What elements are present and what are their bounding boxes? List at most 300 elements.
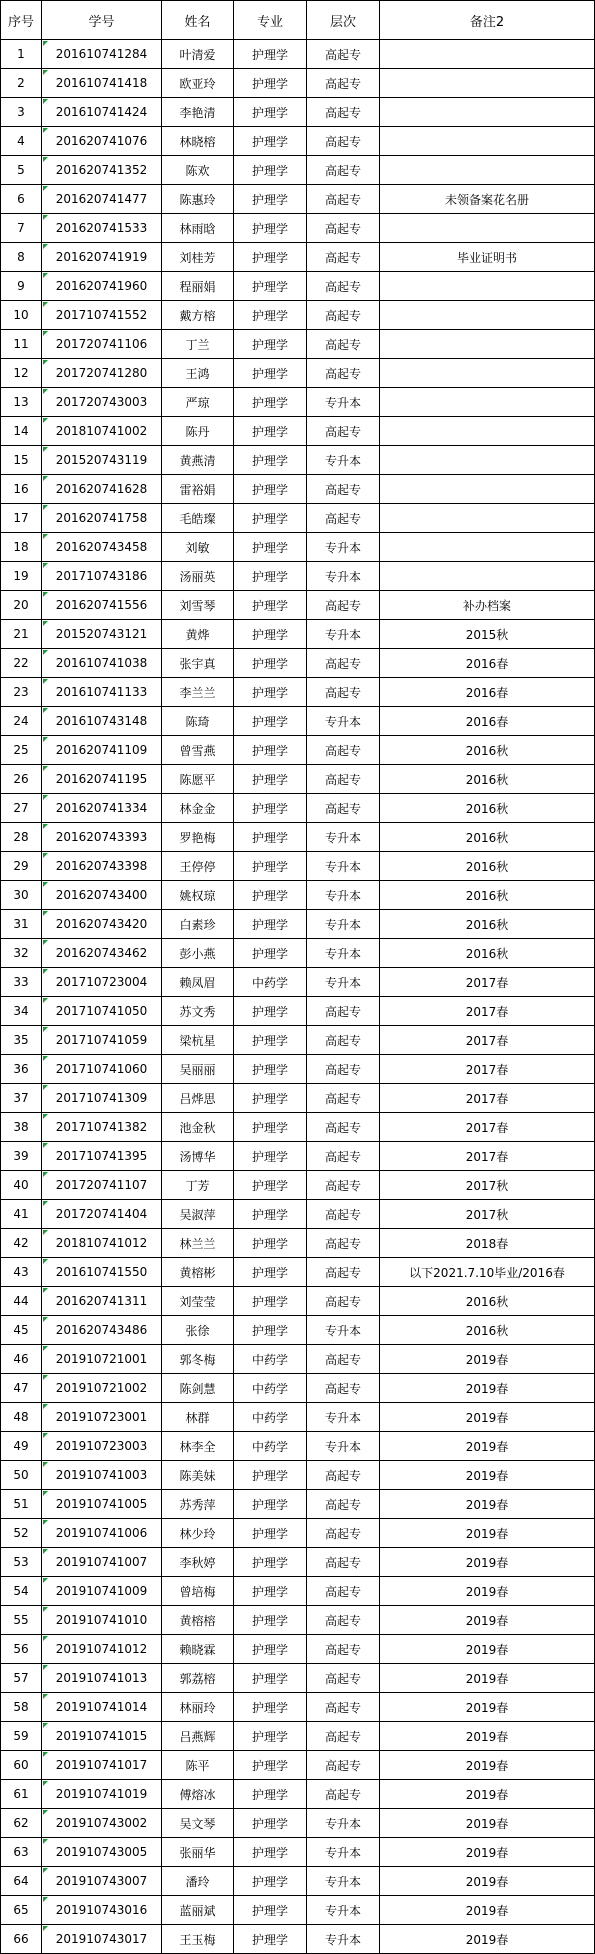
major-cell: 护理学 xyxy=(234,1838,307,1867)
level-cell: 高起专 xyxy=(307,417,380,446)
major-cell: 护理学 xyxy=(234,359,307,388)
level-cell: 高起专 xyxy=(307,1026,380,1055)
remark-cell: 2017秋 xyxy=(380,1200,595,1229)
major-cell: 护理学 xyxy=(234,1751,307,1780)
table-row xyxy=(1,1722,595,1751)
index-cell: 41 xyxy=(1,1200,42,1229)
index-cell: 34 xyxy=(1,997,42,1026)
table-row xyxy=(1,1577,595,1606)
level-cell: 专升本 xyxy=(307,1838,380,1867)
remark-cell xyxy=(380,359,595,388)
major-cell: 中药学 xyxy=(234,1345,307,1374)
remark-cell xyxy=(380,156,595,185)
student-id-cell: 201910741017 xyxy=(42,1751,162,1780)
table-row xyxy=(1,40,595,69)
table-row xyxy=(1,1084,595,1113)
level-cell: 高起专 xyxy=(307,301,380,330)
student-id-cell: 201620741533 xyxy=(42,214,162,243)
level-cell: 高起专 xyxy=(307,1664,380,1693)
index-cell: 6 xyxy=(1,185,42,214)
student-id-cell: 201910741007 xyxy=(42,1548,162,1577)
level-cell: 高起专 xyxy=(307,185,380,214)
major-cell: 护理学 xyxy=(234,98,307,127)
student-id-cell: 201910743017 xyxy=(42,1925,162,1954)
remark-cell xyxy=(380,533,595,562)
level-cell: 高起专 xyxy=(307,765,380,794)
name-cell: 林金金 xyxy=(162,794,234,823)
name-cell: 蓝丽斌 xyxy=(162,1896,234,1925)
remark-cell: 2019春 xyxy=(380,1403,595,1432)
student-id-cell: 201810741012 xyxy=(42,1229,162,1258)
name-cell: 陈剑慧 xyxy=(162,1374,234,1403)
table-row xyxy=(1,1229,595,1258)
table-row xyxy=(1,1113,595,1142)
level-cell: 高起专 xyxy=(307,98,380,127)
name-cell: 林李全 xyxy=(162,1432,234,1461)
remark-cell: 2016秋 xyxy=(380,939,595,968)
remark-cell: 2016秋 xyxy=(380,881,595,910)
level-cell: 高起专 xyxy=(307,1693,380,1722)
name-cell: 赖晓霖 xyxy=(162,1635,234,1664)
student-id-cell: 201910741006 xyxy=(42,1519,162,1548)
index-cell: 52 xyxy=(1,1519,42,1548)
table-row xyxy=(1,417,595,446)
name-cell: 陈愿平 xyxy=(162,765,234,794)
index-cell: 3 xyxy=(1,98,42,127)
student-id-cell: 201620743393 xyxy=(42,823,162,852)
index-cell: 43 xyxy=(1,1258,42,1287)
major-cell: 护理学 xyxy=(234,1258,307,1287)
major-cell: 护理学 xyxy=(234,1606,307,1635)
major-cell: 护理学 xyxy=(234,1896,307,1925)
major-cell: 护理学 xyxy=(234,1548,307,1577)
remark-cell: 毕业证明书 xyxy=(380,243,595,272)
student-id-cell: 201710741395 xyxy=(42,1142,162,1171)
level-cell: 高起专 xyxy=(307,591,380,620)
remark-cell: 2017春 xyxy=(380,1142,595,1171)
remark-cell xyxy=(380,214,595,243)
major-cell: 中药学 xyxy=(234,1403,307,1432)
index-cell: 39 xyxy=(1,1142,42,1171)
name-cell: 林兰兰 xyxy=(162,1229,234,1258)
major-cell: 护理学 xyxy=(234,939,307,968)
major-cell: 护理学 xyxy=(234,1171,307,1200)
table-row xyxy=(1,243,595,272)
table-row xyxy=(1,649,595,678)
table-row xyxy=(1,1606,595,1635)
student-id-cell: 201620741352 xyxy=(42,156,162,185)
level-cell: 高起专 xyxy=(307,243,380,272)
remark-cell: 2016秋 xyxy=(380,910,595,939)
major-cell: 护理学 xyxy=(234,1084,307,1113)
remark-cell: 2019春 xyxy=(380,1722,595,1751)
remark-cell xyxy=(380,475,595,504)
table-row xyxy=(1,765,595,794)
index-cell: 62 xyxy=(1,1809,42,1838)
remark-cell: 2016秋 xyxy=(380,794,595,823)
name-cell: 欧亚玲 xyxy=(162,69,234,98)
student-id-cell: 201910743007 xyxy=(42,1867,162,1896)
major-cell: 护理学 xyxy=(234,40,307,69)
index-cell: 66 xyxy=(1,1925,42,1954)
remark-cell: 2019春 xyxy=(380,1867,595,1896)
major-cell: 护理学 xyxy=(234,301,307,330)
name-cell: 陈丹 xyxy=(162,417,234,446)
student-id-cell: 201910741010 xyxy=(42,1606,162,1635)
header-remark: 备注2 xyxy=(380,1,595,40)
major-cell: 护理学 xyxy=(234,910,307,939)
major-cell: 护理学 xyxy=(234,591,307,620)
name-cell: 梁杭星 xyxy=(162,1026,234,1055)
name-cell: 刘敏 xyxy=(162,533,234,562)
remark-cell: 2019春 xyxy=(380,1838,595,1867)
major-cell: 护理学 xyxy=(234,533,307,562)
table-row xyxy=(1,1287,595,1316)
major-cell: 护理学 xyxy=(234,649,307,678)
table-row xyxy=(1,620,595,649)
name-cell: 吕燕辉 xyxy=(162,1722,234,1751)
name-cell: 白素珍 xyxy=(162,910,234,939)
name-cell: 李秋婷 xyxy=(162,1548,234,1577)
remark-cell: 2019春 xyxy=(380,1751,595,1780)
name-cell: 池金秋 xyxy=(162,1113,234,1142)
level-cell: 高起专 xyxy=(307,127,380,156)
name-cell: 王玉梅 xyxy=(162,1925,234,1954)
major-cell: 护理学 xyxy=(234,1026,307,1055)
name-cell: 黄烨 xyxy=(162,620,234,649)
index-cell: 8 xyxy=(1,243,42,272)
remark-cell: 2017春 xyxy=(380,1113,595,1142)
table-row xyxy=(1,214,595,243)
student-id-cell: 201710723004 xyxy=(42,968,162,997)
table-row xyxy=(1,591,595,620)
major-cell: 护理学 xyxy=(234,1925,307,1954)
major-cell: 护理学 xyxy=(234,1142,307,1171)
name-cell: 黄榕彬 xyxy=(162,1258,234,1287)
major-cell: 护理学 xyxy=(234,678,307,707)
index-cell: 10 xyxy=(1,301,42,330)
index-cell: 44 xyxy=(1,1287,42,1316)
name-cell: 曾雪燕 xyxy=(162,736,234,765)
level-cell: 高起专 xyxy=(307,1548,380,1577)
level-cell: 专升本 xyxy=(307,968,380,997)
name-cell: 林群 xyxy=(162,1403,234,1432)
name-cell: 陈琦 xyxy=(162,707,234,736)
index-cell: 18 xyxy=(1,533,42,562)
name-cell: 郭冬梅 xyxy=(162,1345,234,1374)
table-row xyxy=(1,1374,595,1403)
student-id-cell: 201620743486 xyxy=(42,1316,162,1345)
table-row xyxy=(1,1345,595,1374)
level-cell: 专升本 xyxy=(307,1432,380,1461)
table-row xyxy=(1,910,595,939)
name-cell: 叶清爱 xyxy=(162,40,234,69)
table-row xyxy=(1,1519,595,1548)
name-cell: 刘雪琴 xyxy=(162,591,234,620)
level-cell: 高起专 xyxy=(307,504,380,533)
name-cell: 林丽玲 xyxy=(162,1693,234,1722)
table-row xyxy=(1,968,595,997)
major-cell: 护理学 xyxy=(234,504,307,533)
level-cell: 高起专 xyxy=(307,1519,380,1548)
name-cell: 毛皓璨 xyxy=(162,504,234,533)
remark-cell: 2019春 xyxy=(380,1606,595,1635)
student-id-cell: 201620741334 xyxy=(42,794,162,823)
student-id-cell: 201620741195 xyxy=(42,765,162,794)
table-row xyxy=(1,1200,595,1229)
index-cell: 23 xyxy=(1,678,42,707)
level-cell: 专升本 xyxy=(307,939,380,968)
index-cell: 30 xyxy=(1,881,42,910)
major-cell: 护理学 xyxy=(234,823,307,852)
table-row xyxy=(1,185,595,214)
table-row xyxy=(1,736,595,765)
major-cell: 护理学 xyxy=(234,1635,307,1664)
table-row xyxy=(1,1751,595,1780)
remark-cell: 2019春 xyxy=(380,1635,595,1664)
student-id-cell: 201710741060 xyxy=(42,1055,162,1084)
level-cell: 高起专 xyxy=(307,1577,380,1606)
student-id-cell: 201910741003 xyxy=(42,1461,162,1490)
remark-cell xyxy=(380,562,595,591)
student-id-cell: 201710741050 xyxy=(42,997,162,1026)
index-cell: 42 xyxy=(1,1229,42,1258)
student-id-cell: 201710741552 xyxy=(42,301,162,330)
name-cell: 汤博华 xyxy=(162,1142,234,1171)
level-cell: 高起专 xyxy=(307,1751,380,1780)
index-cell: 28 xyxy=(1,823,42,852)
table-row xyxy=(1,446,595,475)
student-id-cell: 201910721001 xyxy=(42,1345,162,1374)
name-cell: 苏秀萍 xyxy=(162,1490,234,1519)
name-cell: 陈美妹 xyxy=(162,1461,234,1490)
remark-cell xyxy=(380,301,595,330)
student-id-cell: 201910743005 xyxy=(42,1838,162,1867)
student-id-cell: 201610741038 xyxy=(42,649,162,678)
remark-cell: 2019春 xyxy=(380,1664,595,1693)
index-cell: 45 xyxy=(1,1316,42,1345)
index-cell: 65 xyxy=(1,1896,42,1925)
header-row xyxy=(1,1,595,40)
index-cell: 57 xyxy=(1,1664,42,1693)
level-cell: 专升本 xyxy=(307,1867,380,1896)
level-cell: 专升本 xyxy=(307,881,380,910)
remark-cell: 以下2021.7.10毕业/2016春 xyxy=(380,1258,595,1287)
index-cell: 56 xyxy=(1,1635,42,1664)
table-row xyxy=(1,359,595,388)
student-id-cell: 201910741012 xyxy=(42,1635,162,1664)
table-row xyxy=(1,1171,595,1200)
student-id-cell: 201620741628 xyxy=(42,475,162,504)
student-id-cell: 201710743186 xyxy=(42,562,162,591)
remark-cell: 2017秋 xyxy=(380,1171,595,1200)
index-cell: 47 xyxy=(1,1374,42,1403)
student-id-cell: 201720741404 xyxy=(42,1200,162,1229)
level-cell: 专升本 xyxy=(307,1809,380,1838)
table-row xyxy=(1,852,595,881)
name-cell: 陈惠玲 xyxy=(162,185,234,214)
level-cell: 高起专 xyxy=(307,1200,380,1229)
remark-cell: 2019春 xyxy=(380,1693,595,1722)
name-cell: 吴淑萍 xyxy=(162,1200,234,1229)
remark-cell: 2017春 xyxy=(380,968,595,997)
remark-cell xyxy=(380,417,595,446)
remark-cell xyxy=(380,98,595,127)
remark-cell: 2016秋 xyxy=(380,852,595,881)
index-cell: 12 xyxy=(1,359,42,388)
table-row xyxy=(1,1867,595,1896)
index-cell: 21 xyxy=(1,620,42,649)
level-cell: 高起专 xyxy=(307,1171,380,1200)
major-cell: 护理学 xyxy=(234,765,307,794)
major-cell: 护理学 xyxy=(234,1664,307,1693)
index-cell: 4 xyxy=(1,127,42,156)
level-cell: 高起专 xyxy=(307,69,380,98)
table-row xyxy=(1,1548,595,1577)
level-cell: 高起专 xyxy=(307,1461,380,1490)
table-row xyxy=(1,794,595,823)
name-cell: 林雨晗 xyxy=(162,214,234,243)
major-cell: 中药学 xyxy=(234,968,307,997)
table-row xyxy=(1,1461,595,1490)
student-id-cell: 201710741059 xyxy=(42,1026,162,1055)
major-cell: 护理学 xyxy=(234,272,307,301)
student-id-cell: 201620743398 xyxy=(42,852,162,881)
table-row xyxy=(1,562,595,591)
level-cell: 专升本 xyxy=(307,1925,380,1954)
level-cell: 专升本 xyxy=(307,620,380,649)
student-id-cell: 201620741758 xyxy=(42,504,162,533)
remark-cell xyxy=(380,40,595,69)
major-cell: 护理学 xyxy=(234,214,307,243)
index-cell: 14 xyxy=(1,417,42,446)
remark-cell xyxy=(380,388,595,417)
name-cell: 彭小燕 xyxy=(162,939,234,968)
major-cell: 护理学 xyxy=(234,881,307,910)
index-cell: 48 xyxy=(1,1403,42,1432)
major-cell: 护理学 xyxy=(234,997,307,1026)
student-id-cell: 201610741424 xyxy=(42,98,162,127)
name-cell: 王鸿 xyxy=(162,359,234,388)
index-cell: 60 xyxy=(1,1751,42,1780)
name-cell: 陈欢 xyxy=(162,156,234,185)
name-cell: 丁芳 xyxy=(162,1171,234,1200)
index-cell: 27 xyxy=(1,794,42,823)
student-id-cell: 201710741382 xyxy=(42,1113,162,1142)
student-id-cell: 201910743016 xyxy=(42,1896,162,1925)
major-cell: 护理学 xyxy=(234,243,307,272)
remark-cell: 未领备案花名册 xyxy=(380,185,595,214)
major-cell: 护理学 xyxy=(234,1229,307,1258)
major-cell: 护理学 xyxy=(234,1577,307,1606)
level-cell: 高起专 xyxy=(307,736,380,765)
index-cell: 26 xyxy=(1,765,42,794)
table-row xyxy=(1,127,595,156)
index-cell: 35 xyxy=(1,1026,42,1055)
major-cell: 护理学 xyxy=(234,1316,307,1345)
student-id-cell: 201610741133 xyxy=(42,678,162,707)
remark-cell: 2019春 xyxy=(380,1461,595,1490)
student-id-cell: 201720741280 xyxy=(42,359,162,388)
name-cell: 雷裕娟 xyxy=(162,475,234,504)
student-id-cell: 201620741919 xyxy=(42,243,162,272)
level-cell: 高起专 xyxy=(307,1142,380,1171)
remark-cell: 2018春 xyxy=(380,1229,595,1258)
major-cell: 护理学 xyxy=(234,1780,307,1809)
level-cell: 专升本 xyxy=(307,910,380,939)
major-cell: 护理学 xyxy=(234,1287,307,1316)
student-id-cell: 201620741311 xyxy=(42,1287,162,1316)
level-cell: 高起专 xyxy=(307,678,380,707)
name-cell: 吴文琴 xyxy=(162,1809,234,1838)
major-cell: 护理学 xyxy=(234,620,307,649)
remark-cell: 2016秋 xyxy=(380,823,595,852)
table-row xyxy=(1,707,595,736)
student-id-cell: 201520743121 xyxy=(42,620,162,649)
name-cell: 王停停 xyxy=(162,852,234,881)
name-cell: 姚权琼 xyxy=(162,881,234,910)
remark-cell xyxy=(380,127,595,156)
major-cell: 护理学 xyxy=(234,707,307,736)
student-id-cell: 201620741076 xyxy=(42,127,162,156)
remark-cell: 2017春 xyxy=(380,1026,595,1055)
table-row xyxy=(1,98,595,127)
header-level: 层次 xyxy=(307,1,380,40)
table-row xyxy=(1,1055,595,1084)
table-row xyxy=(1,1142,595,1171)
index-cell: 63 xyxy=(1,1838,42,1867)
major-cell: 护理学 xyxy=(234,1461,307,1490)
name-cell: 潘玲 xyxy=(162,1867,234,1896)
student-id-cell: 201620741556 xyxy=(42,591,162,620)
remark-cell xyxy=(380,446,595,475)
index-cell: 64 xyxy=(1,1867,42,1896)
table-row xyxy=(1,504,595,533)
major-cell: 中药学 xyxy=(234,1374,307,1403)
name-cell: 罗艳梅 xyxy=(162,823,234,852)
remark-cell: 2017春 xyxy=(380,1055,595,1084)
index-cell: 5 xyxy=(1,156,42,185)
header-major: 专业 xyxy=(234,1,307,40)
index-cell: 15 xyxy=(1,446,42,475)
name-cell: 刘莹莹 xyxy=(162,1287,234,1316)
name-cell: 李艳清 xyxy=(162,98,234,127)
table-row xyxy=(1,1026,595,1055)
student-id-cell: 201910741019 xyxy=(42,1780,162,1809)
student-id-cell: 201620741477 xyxy=(42,185,162,214)
table-row xyxy=(1,823,595,852)
name-cell: 陈平 xyxy=(162,1751,234,1780)
header-name: 姓名 xyxy=(162,1,234,40)
index-cell: 51 xyxy=(1,1490,42,1519)
table-row xyxy=(1,1664,595,1693)
level-cell: 高起专 xyxy=(307,1635,380,1664)
table-row xyxy=(1,475,595,504)
remark-cell: 2016秋 xyxy=(380,1287,595,1316)
major-cell: 护理学 xyxy=(234,1722,307,1751)
level-cell: 专升本 xyxy=(307,446,380,475)
name-cell: 李兰兰 xyxy=(162,678,234,707)
table-row xyxy=(1,1693,595,1722)
table-row xyxy=(1,939,595,968)
table-row xyxy=(1,1403,595,1432)
remark-cell xyxy=(380,272,595,301)
student-id-cell: 201610741550 xyxy=(42,1258,162,1287)
level-cell: 专升本 xyxy=(307,1316,380,1345)
table-row xyxy=(1,881,595,910)
table-row xyxy=(1,1316,595,1345)
remark-cell: 2016秋 xyxy=(380,736,595,765)
